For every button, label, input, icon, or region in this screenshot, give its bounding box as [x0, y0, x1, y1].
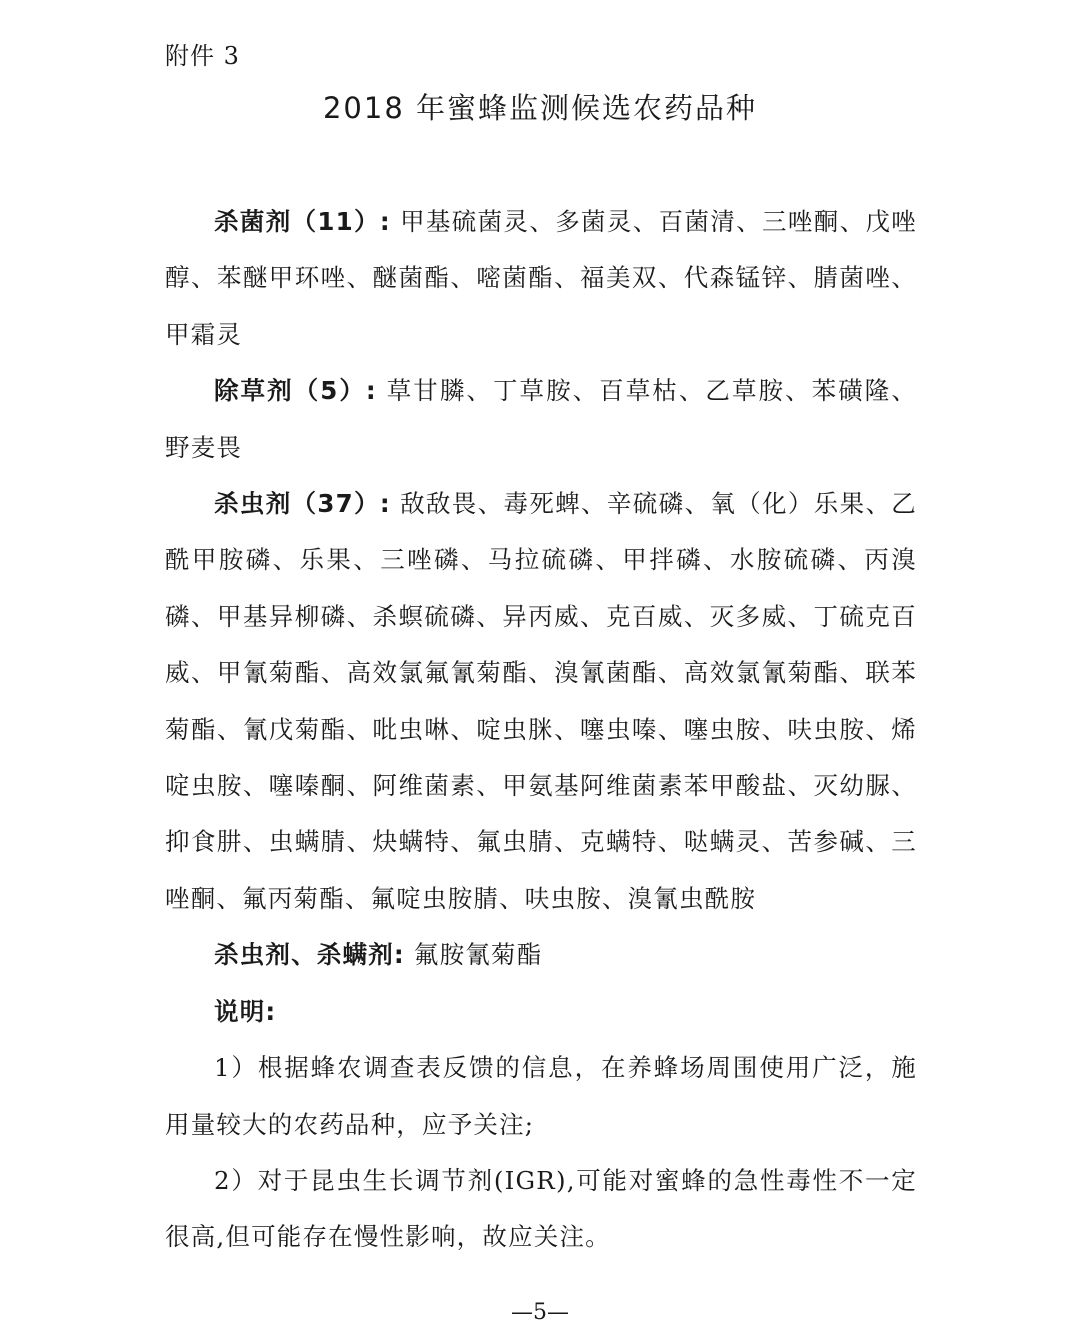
fungicide-paragraph — [165, 194, 917, 363]
note-item: 1）根据蜂农调查表反馈的信息，在养蜂场周围使用广泛，施用量较大的农药品种，应予关注; — [165, 1053, 917, 1139]
insecticide-acaricide-paragraph — [165, 927, 917, 983]
fungicide-label: 杀菌剂（11）: — [214, 207, 391, 236]
attachment-label: 附件 3 — [165, 42, 240, 70]
herbicide-paragraph — [165, 363, 917, 476]
insecticide-list: 敌敌畏、毒死蜱、辛硫磷、氧（化）乐果、乙酰甲胺磷、乐果、三唑磷、马拉硫磷、甲拌磷、水胺硫磷、丙溴磷、甲基异柳磷、杀螟硫磷、异丙威、克百威、灭多威、丁硫克百威、甲氰菊酯、高效氯氟氰菊酯、溴氰菌酯、高效氯氰菊酯、联苯菊酯、氰戊菊酯、吡虫啉、啶虫脒、噻虫嗪、噻虫胺、呋虫胺、烯啶虫胺、噻嗪酮、阿维菌素、甲氨基阿维菌素苯甲酸盐、灭幼脲、抑食肼、虫螨腈、炔螨特、氟虫腈、克螨特、哒螨灵、苦参碱、三唑酮、氟丙菊酯、氟啶虫胺腈、呋虫胺、溴氰虫酰胺 — [165, 489, 917, 913]
note-item: 2）对于昆虫生长调节剂(IGR),可能对蜜蜂的急性毒性不一定很高,但可能存在慢性影响，故应关注。 — [165, 1165, 917, 1252]
document-title: 2018 年蜜蜂监测候选农药品种 — [322, 91, 758, 125]
notes-heading-paragraph — [165, 984, 917, 1040]
insecticide-paragraph — [165, 476, 917, 927]
insecticide-acaricide-list: 氟胺氰菊酯 — [413, 940, 543, 970]
herbicide-label: 除草剂（5）: — [214, 376, 377, 406]
herbicide-list: 草甘膦、丁草胺、百草枯、乙草胺、苯磺隆、野麦畏 — [165, 376, 917, 462]
notes-heading: 说明: — [214, 996, 277, 1026]
fungicide-list: 甲基硫菌灵、多菌灵、百菌清、三唑酮、戊唑醇、苯醚甲环唑、醚菌酯、嘧菌酯、福美双、代森锰锌、腈菌唑、甲霜灵 — [165, 207, 917, 349]
insecticide-label: 杀虫剂（37）: — [214, 489, 391, 519]
document-body — [165, 194, 917, 1266]
page-number: —5— — [511, 1300, 569, 1325]
insecticide-acaricide-label: 杀虫剂、杀螨剂: — [214, 940, 405, 970]
